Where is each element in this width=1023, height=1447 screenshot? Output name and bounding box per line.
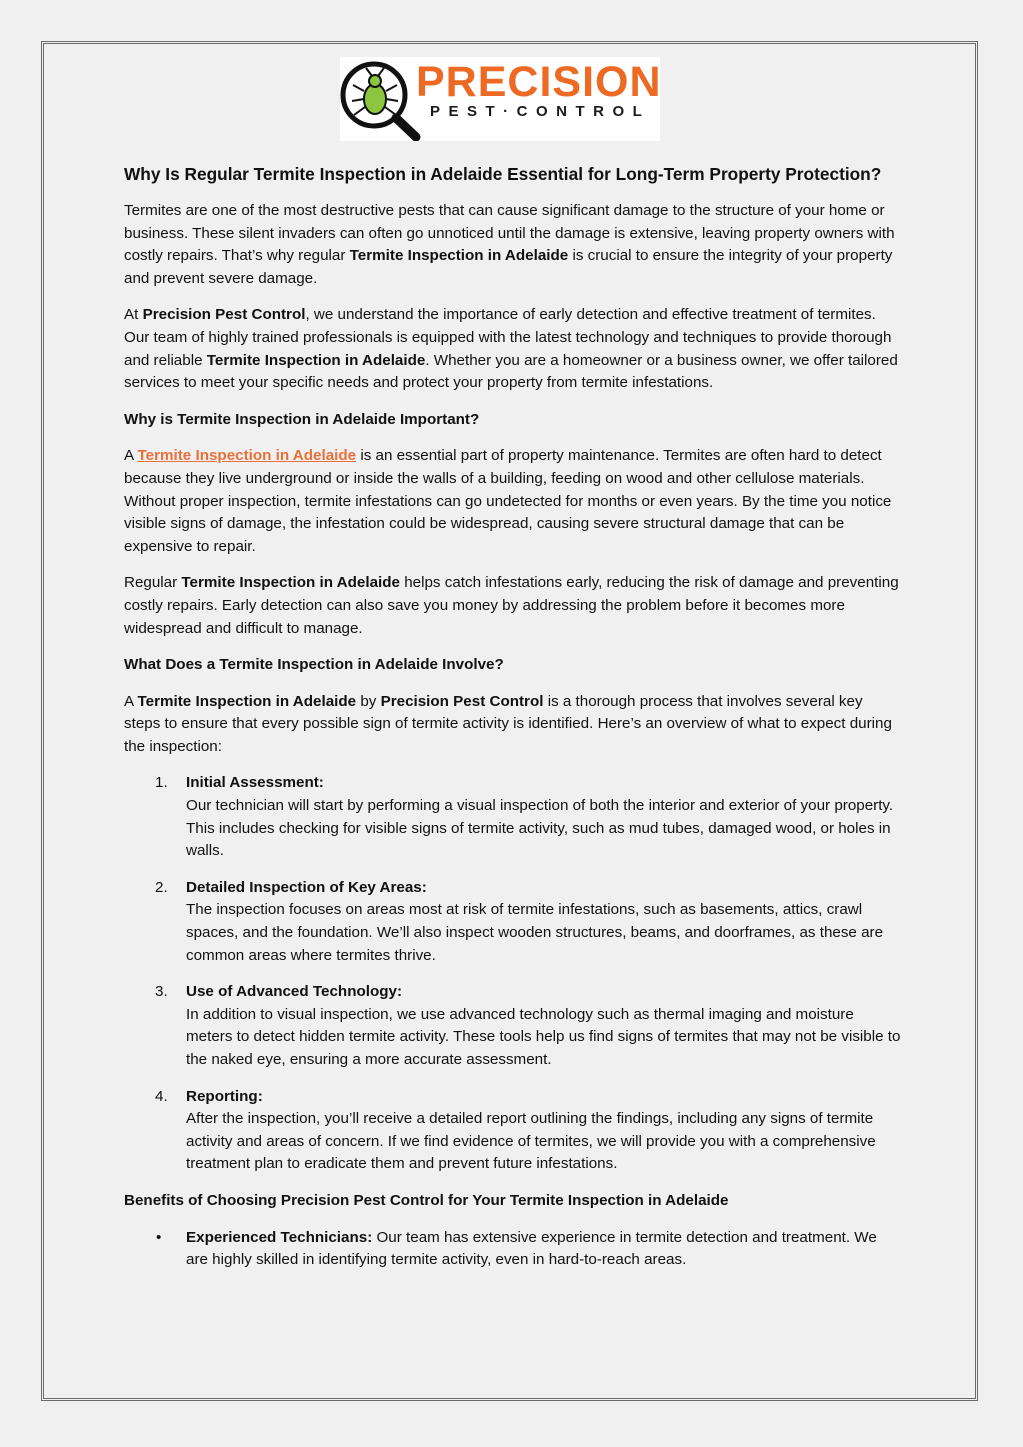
list-number: 1. <box>155 774 168 792</box>
list-item <box>124 772 902 862</box>
list-item <box>124 981 902 1071</box>
inspection-steps-list <box>124 772 902 1176</box>
list-item <box>124 1086 902 1176</box>
process-paragraph <box>124 691 902 759</box>
text-span: is crucial to ensure the integrity of your property and prevent severe damage. <box>124 247 893 287</box>
text-span: by <box>356 692 381 710</box>
step-title: Use of Advanced Technology: <box>186 983 403 1001</box>
company-logo <box>340 57 660 141</box>
step-title: Initial Assessment: <box>186 774 324 792</box>
heading-benefits: Benefits of Choosing Precision Pest Control for Your Termite Inspection in Adelaide <box>124 1191 729 1209</box>
bold-keyword: Termite Inspection in Adelaide <box>137 692 357 710</box>
bold-company-name: Precision Pest Control <box>380 692 544 710</box>
list-number: 3. <box>155 983 168 1001</box>
bold-keyword: Termite Inspection in Adelaide <box>206 351 426 369</box>
step-text: In addition to visual inspection, we use advanced technology such as thermal imaging and moisture meters to detect hidden termite activity. These tools help us find signs of termites that may not be visible to the naked eye, ensuring a more accurate assessment. <box>186 1005 901 1068</box>
logo-tagline: PEST·CONTROL <box>430 103 651 120</box>
text-span: A <box>124 692 138 710</box>
bold-keyword: Termite Inspection in Adelaide <box>349 247 569 265</box>
intro-paragraph <box>124 200 902 290</box>
early-detection-paragraph <box>124 572 902 640</box>
text-span: At <box>124 306 143 324</box>
list-item <box>124 1227 902 1272</box>
text-span: A <box>124 447 138 465</box>
text-span: . Whether you are a homeowner or a business owner, we offer tailored services to meet your specific needs and protect your property from termite infestations. <box>124 351 898 392</box>
text-span: helps catch infestations early, reducing the risk of damage and preventing costly repairs. Early detection can also save you money by addressing the problem before it becomes more widespread and difficult to manage. <box>124 574 899 637</box>
heading-importance: Why is Termite Inspection in Adelaide Important? <box>124 410 480 428</box>
text-span: Regular <box>124 574 182 592</box>
list-number: 4. <box>155 1087 168 1105</box>
text-span: , we understand the importance of early detection and effective treatment of termites. Our team of highly trained professionals is equipped with the latest technology and techniques to provide thorough and reliable <box>124 306 892 369</box>
benefit-text: Our team has extensive experience in termite detection and treatment. We are highly skilled in identifying termite activity, even in hard-to-reach areas. <box>186 1228 877 1269</box>
text-span: is a thorough process that involves several key steps to ensure that every possible sign of termite activity is identified. Here’s an overview of what to expect during the inspection: <box>124 692 892 755</box>
bold-keyword: Termite Inspection in Adelaide <box>181 574 400 592</box>
step-text: After the inspection, you’ll receive a detailed report outlining the findings, including any signs of termite activity and areas of concern. If we find evidence of termites, we will provide you with a comprehensive treatment plan to eradicate them and prevent future infestations. <box>186 1110 876 1173</box>
heading-involve: What Does a Termite Inspection in Adelaide Involve? <box>124 656 504 674</box>
list-item <box>124 877 902 967</box>
step-title: Reporting: <box>186 1087 263 1105</box>
step-text: Our technician will start by performing a visual inspection of both the interior and exterior of your property. This includes checking for visible signs of termite activity, such as mud tubes, damaged wood, or holes in walls. <box>186 797 894 860</box>
termite-inspection-link[interactable]: Termite Inspection in Adelaide <box>137 447 357 465</box>
about-paragraph <box>124 304 902 394</box>
benefits-list <box>124 1227 902 1272</box>
magnifier-bug-icon <box>340 57 424 141</box>
step-text: The inspection focuses on areas most at risk of termite infestations, such as basements, attics, crawl spaces, and the foundation. We’ll also inspect wooden structures, beams, and doorframes, as these are common areas where termites thrive. <box>186 901 884 964</box>
text-span: Termites are one of the most destructive pests that can cause significant damage to the structure of your home or business. These silent invaders can often go unnoticed until the damage is extensive, leaving property owners with costly repairs. That’s why regular <box>124 202 895 265</box>
step-title: Detailed Inspection of Key Areas: <box>186 878 427 896</box>
document-body <box>124 162 902 1272</box>
bold-company-name: Precision Pest Control <box>142 306 306 324</box>
bullet-icon: • <box>156 1228 162 1246</box>
text-span: is an essential part of property maintenance. Termites are often hard to detect because they live underground or inside the walls of a building, feeding on wood and other cellulose materials. Without proper inspection, termite infestations can go undetected for months or even years. By the time you notice visible signs of damage, the infestation could be widespread, causing severe structural damage that can be expensive to repair. <box>124 447 892 555</box>
list-number: 2. <box>155 878 168 896</box>
page-title: Why Is Regular Termite Inspection in Adelaide Essential for Long-Term Property Protection? <box>124 164 882 184</box>
importance-paragraph <box>124 445 902 558</box>
logo-wordmark: PRECISION <box>416 58 662 106</box>
benefit-title: Experienced Technicians: <box>186 1228 373 1246</box>
